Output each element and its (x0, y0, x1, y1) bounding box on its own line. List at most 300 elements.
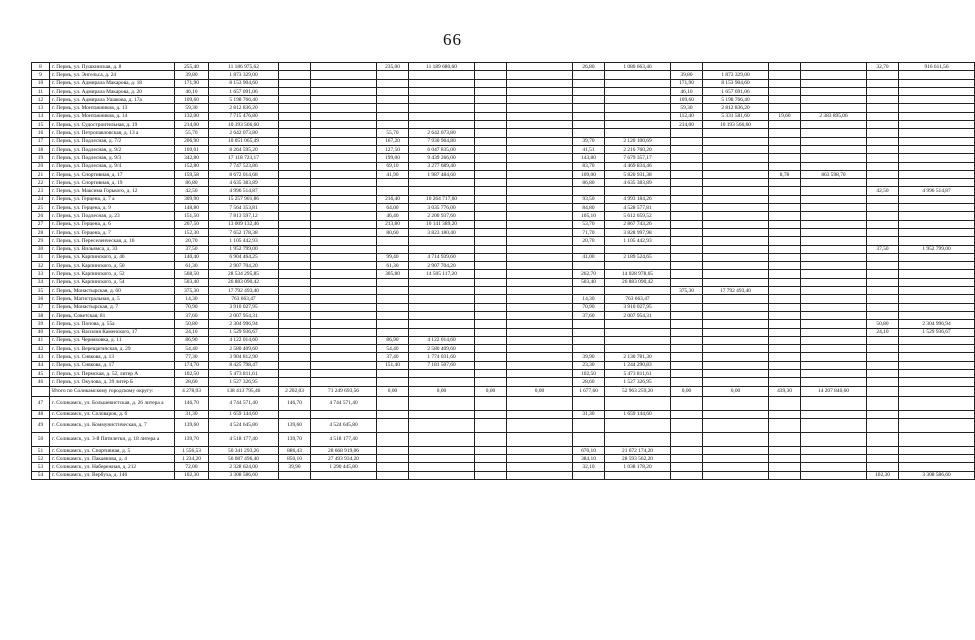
area-cell: 42,50 (867, 187, 899, 195)
amount-cell (507, 220, 573, 228)
area-cell (867, 121, 899, 129)
area-cell (867, 455, 899, 463)
amount-cell (899, 353, 975, 361)
amount-cell: 2 812 836,20 (209, 104, 279, 112)
amount-cell: 4 635 383,89 (209, 179, 279, 187)
area-cell (279, 79, 311, 87)
amount-cell: 2 812 836,20 (703, 104, 769, 112)
amount-cell (703, 396, 769, 410)
amount-cell (605, 418, 671, 432)
area-cell: 102,50 (175, 369, 209, 377)
amount-cell (507, 212, 573, 220)
amount-cell (605, 79, 671, 87)
amount-cell (311, 378, 377, 386)
area-cell: 375,30 (671, 287, 703, 295)
area-cell (377, 71, 409, 79)
area-cell: 503,40 (175, 278, 209, 286)
area-cell (279, 378, 311, 386)
area-cell: 93,50 (573, 195, 605, 203)
address-cell: г. Соликамск, ул. Большевистская, д. 26 литера а (50, 396, 175, 410)
area-cell (671, 463, 703, 471)
amount-cell: 8 672 014,68 (209, 170, 279, 178)
area-cell (573, 245, 605, 253)
amount-cell (507, 295, 573, 303)
table-row (32, 121, 975, 129)
amount-cell (507, 87, 573, 95)
area-cell (279, 295, 311, 303)
amount-cell: 10 193 566,60 (209, 121, 279, 129)
area-cell (573, 287, 605, 295)
area-cell: 46,40 (377, 212, 409, 220)
area-cell (573, 87, 605, 95)
amount-cell: 1 529 936,67 (899, 328, 975, 336)
row-number-cell: 41 (32, 336, 50, 344)
area-cell: 99,40 (377, 253, 409, 261)
area-cell (475, 328, 507, 336)
area-cell (279, 145, 311, 153)
amount-cell: 2 907 704,20 (209, 262, 279, 270)
area-cell: 41,00 (573, 253, 605, 261)
area-cell (671, 212, 703, 220)
amount-cell: 1 873 329,00 (209, 71, 279, 79)
amount-cell (311, 369, 377, 377)
area-cell (769, 378, 801, 386)
area-cell (769, 104, 801, 112)
amount-cell (801, 471, 867, 479)
amount-cell: 2 383 895,06 (801, 112, 867, 120)
amount-cell (311, 237, 377, 245)
amount-cell (507, 270, 573, 278)
amount-cell: 3 828 997,98 (605, 228, 671, 236)
table-row (32, 195, 975, 203)
area-cell (377, 455, 409, 463)
area-cell (769, 96, 801, 104)
amount-cell (311, 179, 377, 187)
amount-cell (703, 237, 769, 245)
area-cell: 86,80 (175, 179, 209, 187)
table-row (32, 129, 975, 137)
row-number-cell: 25 (32, 204, 50, 212)
address-cell: г. Пермь, ул. Подлесная, д. 7/2 (50, 137, 175, 145)
amount-cell (409, 410, 475, 418)
area-cell: 46,10 (671, 87, 703, 95)
area-cell (671, 187, 703, 195)
area-cell: 4 278,93 (175, 386, 209, 396)
area-cell: 86,90 (175, 336, 209, 344)
amount-cell: 138 413 795,46 (209, 386, 279, 396)
amount-cell (899, 71, 975, 79)
table-row (32, 187, 975, 195)
amount-cell (507, 170, 573, 178)
amount-cell (899, 154, 975, 162)
area-cell: 69,10 (377, 162, 409, 170)
amount-cell: 1 290 445,80 (311, 463, 377, 471)
area-cell: 214,00 (671, 121, 703, 129)
amount-cell (801, 369, 867, 377)
address-cell: г. Пермь, ул. Верещагинская, д. 29 (50, 345, 175, 353)
area-cell (377, 471, 409, 479)
amount-cell: 10 051 065,49 (209, 137, 279, 145)
amount-cell (801, 145, 867, 153)
area-cell (671, 278, 703, 286)
amount-cell (409, 121, 475, 129)
amount-cell (409, 328, 475, 336)
area-cell (279, 71, 311, 79)
area-cell (475, 353, 507, 361)
amount-cell (311, 311, 377, 319)
area-cell: 55,70 (377, 129, 409, 137)
area-cell (573, 432, 605, 446)
area-cell: 46,10 (175, 87, 209, 95)
amount-cell (605, 328, 671, 336)
area-cell: 31,30 (573, 410, 605, 418)
amount-cell (801, 262, 867, 270)
amount-cell (899, 121, 975, 129)
area-cell (671, 471, 703, 479)
area-cell (475, 320, 507, 328)
table-row (32, 396, 975, 410)
area-cell (377, 179, 409, 187)
amount-cell (899, 270, 975, 278)
amount-cell (311, 262, 377, 270)
area-cell (377, 278, 409, 286)
area-cell (573, 320, 605, 328)
amount-cell: 3 904 812,90 (209, 353, 279, 361)
amount-cell (507, 179, 573, 187)
amount-cell: 11 189 680,60 (409, 63, 475, 71)
amount-cell: 4 744 571,40 (209, 396, 279, 410)
address-cell: г. Пермь, ул. Подлесная, д. 9/4 (50, 162, 175, 170)
address-cell: г. Пермь, ул. Карпинского, д. 46 (50, 253, 175, 261)
amount-cell (507, 320, 573, 328)
amount-cell (703, 410, 769, 418)
area-cell: 83,70 (573, 162, 605, 170)
amount-cell: 9 439 266,00 (409, 154, 475, 162)
area-cell (475, 278, 507, 286)
amount-cell (703, 187, 769, 195)
area-cell: 39,90 (573, 353, 605, 361)
area-cell (867, 96, 899, 104)
amount-cell (801, 455, 867, 463)
amount-cell (311, 328, 377, 336)
amount-cell (507, 287, 573, 295)
area-cell (769, 455, 801, 463)
area-cell: 199,00 (377, 154, 409, 162)
amount-cell: 1 952 799,00 (899, 245, 975, 253)
table-row (32, 245, 975, 253)
table-row (32, 361, 975, 369)
amount-cell: 2 120 100,69 (605, 137, 671, 145)
amount-cell: 7 679 357,17 (605, 154, 671, 162)
row-number-cell: 45 (32, 369, 50, 377)
amount-cell: 28 534 295,85 (209, 270, 279, 278)
area-cell (279, 311, 311, 319)
area-cell: 61,30 (175, 262, 209, 270)
amount-cell (899, 237, 975, 245)
amount-cell (605, 121, 671, 129)
amount-cell (409, 295, 475, 303)
area-cell (867, 287, 899, 295)
amount-cell (311, 212, 377, 220)
area-cell (475, 446, 507, 454)
amount-cell: 10 264 717,60 (409, 195, 475, 203)
amount-cell (311, 71, 377, 79)
address-cell: г. Пермь, ул. Максима Горького, д. 12 (50, 187, 175, 195)
amount-cell (409, 179, 475, 187)
area-cell (769, 361, 801, 369)
area-cell: 375,30 (175, 287, 209, 295)
amount-cell (801, 71, 867, 79)
amount-cell (801, 162, 867, 170)
area-cell: 206,90 (175, 137, 209, 145)
amount-cell (801, 328, 867, 336)
area-cell (671, 253, 703, 261)
amount-cell: 763 663,47 (605, 295, 671, 303)
table-row (32, 320, 975, 328)
amount-cell (311, 87, 377, 95)
amount-cell (703, 345, 769, 353)
amount-cell (409, 432, 475, 446)
table-row (32, 162, 975, 170)
area-cell: 152,80 (175, 162, 209, 170)
row-number-cell: 29 (32, 237, 50, 245)
area-cell (279, 361, 311, 369)
area-cell (475, 195, 507, 203)
amount-cell (899, 228, 975, 236)
amount-cell (507, 455, 573, 463)
table-row (32, 311, 975, 319)
area-cell (475, 162, 507, 170)
amount-cell (507, 112, 573, 120)
address-cell: г. Соликамск, ул. Спортивная, д. 5 (50, 446, 175, 454)
area-cell: 139,60 (175, 418, 209, 432)
area-cell (279, 96, 311, 104)
area-cell (769, 79, 801, 87)
address-cell: г. Пермь, ул. Герцена, д. 7 (50, 228, 175, 236)
area-cell: 14,30 (573, 295, 605, 303)
area-cell: 167,20 (377, 137, 409, 145)
amount-cell: 7 930 964,80 (409, 137, 475, 145)
table-row (32, 104, 975, 112)
area-cell (671, 228, 703, 236)
amount-cell (311, 162, 377, 170)
area-cell (867, 154, 899, 162)
amount-cell: 3 035 776,00 (409, 204, 475, 212)
amount-cell (311, 287, 377, 295)
amount-cell (899, 418, 975, 432)
amount-cell: 1 244 290,83 (605, 361, 671, 369)
area-cell (377, 121, 409, 129)
amount-cell: 2 007 954,31 (605, 311, 671, 319)
amount-cell (409, 96, 475, 104)
row-number-cell: 53 (32, 463, 50, 471)
table-row (32, 71, 975, 79)
area-cell: 1 234,20 (175, 455, 209, 463)
table-row (32, 212, 975, 220)
row-number-cell: 16 (32, 129, 50, 137)
table-row (32, 96, 975, 104)
area-cell (475, 410, 507, 418)
area-cell (475, 253, 507, 261)
area-cell: 39,70 (573, 137, 605, 145)
amount-cell (801, 287, 867, 295)
amount-cell (605, 287, 671, 295)
area-cell (377, 245, 409, 253)
area-cell (377, 311, 409, 319)
area-cell (377, 446, 409, 454)
area-cell: 105,10 (573, 212, 605, 220)
amount-cell (801, 179, 867, 187)
area-cell: 139,60 (279, 418, 311, 432)
area-cell (475, 121, 507, 129)
row-number-cell: 21 (32, 170, 50, 178)
area-cell (475, 187, 507, 195)
address-cell: г. Пермь, ул. Герцена, д. 6 (50, 220, 175, 228)
address-cell: г. Пермь, ул. Петропавловская, д. 13 а (50, 129, 175, 137)
area-cell: 70,90 (175, 303, 209, 311)
area-cell (867, 295, 899, 303)
address-cell: г. Соликамск, ул. Вербуха, д. 146 (50, 471, 175, 479)
area-cell: 151,50 (175, 212, 209, 220)
area-cell (573, 187, 605, 195)
amount-cell (899, 295, 975, 303)
amount-cell (311, 410, 377, 418)
area-cell: 216,40 (377, 195, 409, 203)
housing-registry-table (31, 62, 975, 480)
amount-cell: 2 216 760,20 (605, 145, 671, 153)
amount-cell (801, 345, 867, 353)
area-cell: 109,60 (671, 96, 703, 104)
area-cell (867, 162, 899, 170)
amount-cell (899, 79, 975, 87)
amount-cell (507, 378, 573, 386)
area-cell (867, 396, 899, 410)
row-number-cell: 42 (32, 345, 50, 353)
amount-cell (801, 311, 867, 319)
amount-cell (311, 353, 377, 361)
amount-cell: 916 611,56 (899, 63, 975, 71)
area-cell (867, 262, 899, 270)
amount-cell: 4 518 177,40 (311, 432, 377, 446)
amount-cell (311, 245, 377, 253)
amount-cell (311, 361, 377, 369)
area-cell (279, 345, 311, 353)
row-number-cell (32, 386, 50, 396)
area-cell (769, 278, 801, 286)
amount-cell (311, 228, 377, 236)
amount-cell: 1 527 326,95 (605, 378, 671, 386)
area-cell (377, 87, 409, 95)
area-cell (769, 320, 801, 328)
area-cell (279, 270, 311, 278)
amount-cell: 2 642 073,80 (409, 129, 475, 137)
amount-cell (703, 245, 769, 253)
area-cell (475, 63, 507, 71)
area-cell (867, 112, 899, 120)
amount-cell (703, 295, 769, 303)
area-cell (671, 245, 703, 253)
area-cell (769, 418, 801, 432)
area-cell (867, 386, 899, 396)
amount-cell: 2 328 624,00 (209, 463, 279, 471)
table-row (32, 204, 975, 212)
amount-cell: 26 883 090,42 (605, 278, 671, 286)
amount-cell (605, 320, 671, 328)
table-row (32, 87, 975, 95)
amount-cell (801, 187, 867, 195)
row-number-cell: 33 (32, 270, 50, 278)
area-cell (769, 228, 801, 236)
area-cell (475, 336, 507, 344)
area-cell: 32,10 (573, 463, 605, 471)
row-number-cell: 13 (32, 104, 50, 112)
area-cell: 80,60 (377, 228, 409, 236)
amount-cell (409, 369, 475, 377)
amount-cell (703, 170, 769, 178)
area-cell (769, 295, 801, 303)
area-cell (279, 187, 311, 195)
amount-cell: 3 308 586,60 (209, 471, 279, 479)
area-cell: 146,70 (175, 396, 209, 410)
amount-cell (409, 87, 475, 95)
amount-cell: 5 198 766,40 (703, 96, 769, 104)
amount-cell: 5 331 581,60 (703, 112, 769, 120)
amount-cell (703, 278, 769, 286)
area-cell: 152,30 (175, 228, 209, 236)
row-number-cell: 35 (32, 287, 50, 295)
row-number-cell: 28 (32, 228, 50, 236)
amount-cell (703, 253, 769, 261)
area-cell: 42,50 (175, 187, 209, 195)
amount-cell (801, 129, 867, 137)
area-cell (769, 345, 801, 353)
amount-cell (899, 112, 975, 120)
amount-cell: 7 813 597,12 (209, 212, 279, 220)
amount-cell (507, 96, 573, 104)
row-number-cell: 39 (32, 320, 50, 328)
amount-cell (703, 418, 769, 432)
area-cell: 61,30 (377, 262, 409, 270)
amount-cell (311, 295, 377, 303)
area-cell: 159,58 (175, 170, 209, 178)
amount-cell (409, 245, 475, 253)
area-cell (671, 410, 703, 418)
area-cell (769, 145, 801, 153)
table-row (32, 145, 975, 153)
area-cell (769, 353, 801, 361)
row-number-cell: 54 (32, 471, 50, 479)
row-number-cell: 32 (32, 262, 50, 270)
amount-cell: 1 657 091,06 (209, 87, 279, 95)
row-number-cell: 34 (32, 278, 50, 286)
amount-cell (311, 220, 377, 228)
amount-cell: 4 524 645,80 (209, 418, 279, 432)
area-cell: 140,40 (175, 253, 209, 261)
area-cell (475, 228, 507, 236)
amount-cell (801, 79, 867, 87)
amount-cell: 763 663,47 (209, 295, 279, 303)
amount-cell (801, 295, 867, 303)
amount-cell: 5 473 811,61 (209, 369, 279, 377)
table-row (32, 418, 975, 432)
amount-cell: 2 867 743,26 (605, 220, 671, 228)
amount-cell (507, 278, 573, 286)
area-cell (279, 195, 311, 203)
table-row (32, 278, 975, 286)
area-cell (867, 303, 899, 311)
row-number-cell: 38 (32, 311, 50, 319)
amount-cell (311, 129, 377, 137)
